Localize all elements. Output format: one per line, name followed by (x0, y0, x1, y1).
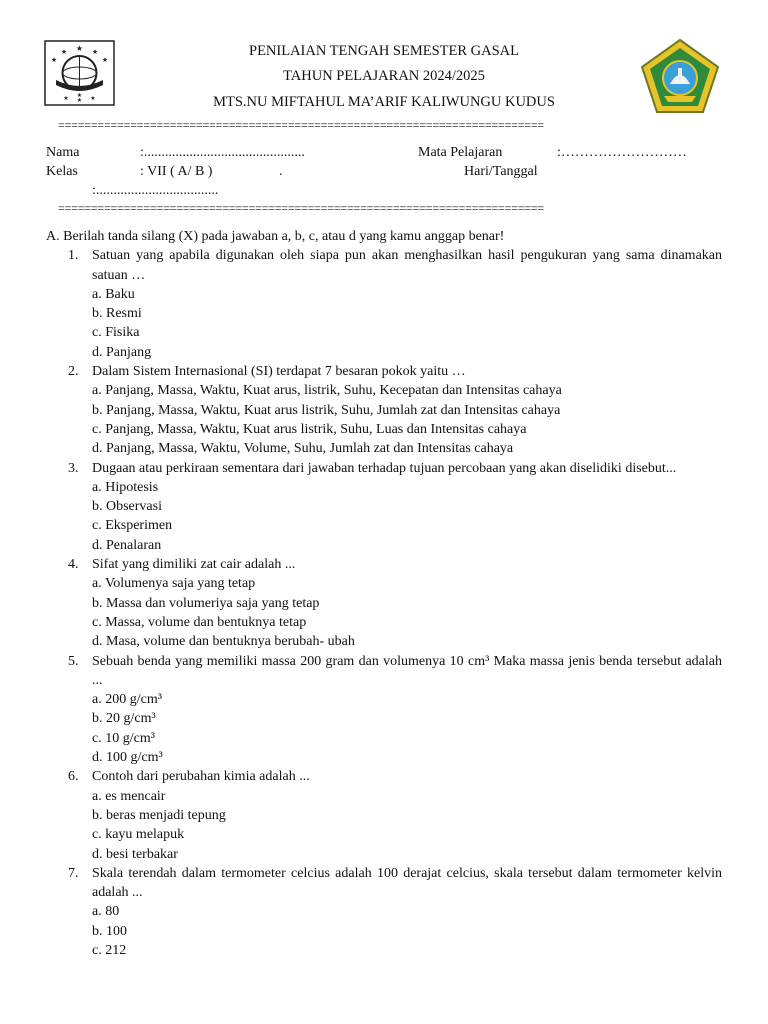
option-d[interactable]: d. 100 g/cm³ (92, 750, 163, 766)
option-a[interactable]: a. Hipotesis (92, 479, 159, 495)
question-1 (46, 246, 722, 362)
option-a[interactable]: a. 200 g/cm³ (92, 692, 162, 708)
option-b[interactable]: b. 100 (92, 923, 127, 939)
question-list (46, 246, 722, 960)
nama-label: Nama (46, 145, 80, 160)
option-d[interactable]: d. Panjang, Massa, Waktu, Volume, Suhu, Jumlah zat dan Intensitas cahaya (92, 441, 514, 457)
question-text: Dugaan atau perkiraan sementara dari jawaban terhadap tujuan percobaan yang akan diselidiki disebut... (92, 460, 677, 476)
question-text: Sifat yang dimiliki zat cair adalah ... (92, 557, 296, 573)
option-a[interactable]: a. Volumenya saja yang tetap (92, 576, 256, 592)
section-a (46, 227, 722, 960)
option-c[interactable]: c. 10 g/cm³ (92, 730, 155, 746)
option-a[interactable]: a. Baku (92, 286, 135, 302)
svg-text:★: ★ (50, 56, 58, 64)
svg-text:★: ★ (76, 93, 83, 99)
mapel-field[interactable]: :……………………… (557, 145, 687, 160)
svg-text:★: ★ (90, 96, 96, 102)
svg-text:★: ★ (60, 48, 68, 56)
option-b[interactable]: b. Panjang, Massa, Waktu, Kuat arus listrik, Suhu, Jumlah zat dan Intensitas cahaya (92, 402, 561, 418)
exam-title: PENILAIAN TENGAH SEMESTER GASAL (249, 43, 519, 59)
nama-field[interactable]: :.............................................. (140, 145, 305, 160)
question-2 (46, 362, 722, 458)
question-text: Dalam Sistem Internasional (SI) terdapat 7 besaran pokok yaitu … (92, 364, 466, 380)
option-d[interactable]: d. Penalaran (92, 537, 162, 553)
question-3 (46, 459, 722, 555)
hari-field[interactable]: :................................... (92, 183, 219, 198)
option-d[interactable]: d. Masa, volume dan bentuknya berubah- ubah (92, 634, 355, 650)
option-c[interactable]: c. Eksperimen (92, 518, 173, 534)
option-b[interactable]: b. Resmi (92, 306, 142, 322)
option-c[interactable]: c. Massa, volume dan bentuknya tetap (92, 614, 307, 630)
academic-year: TAHUN PELAJARAN 2024/2025 (283, 68, 485, 84)
top-divider: ========================================================================== (58, 118, 545, 132)
kelas-field: : VII ( A/ B ) (140, 164, 213, 179)
madrasah-emblem-icon (640, 38, 720, 114)
question-7 (46, 864, 722, 960)
option-c[interactable]: c. kayu melapuk (92, 827, 185, 843)
svg-text:★: ★ (75, 44, 84, 53)
mapel-label: Mata Pelajaran (418, 145, 503, 160)
svg-text:★: ★ (101, 56, 109, 64)
option-c[interactable]: c. Fisika (92, 325, 140, 341)
svg-text:★: ★ (91, 48, 99, 56)
question-text: Satuan yang apabila digunakan oleh siapa pun akan menghasilkan hasil pengukuran yang sama dinamakan satuan … (92, 248, 722, 283)
option-a[interactable]: a. 80 (92, 904, 120, 920)
question-5 (46, 652, 722, 768)
question-number: 5. (68, 653, 79, 669)
hari-label: Hari/Tanggal (464, 164, 538, 179)
option-a[interactable]: a. es mencair (92, 788, 166, 804)
question-number: 3. (68, 460, 79, 476)
option-d[interactable]: d. Panjang (92, 344, 152, 360)
question-number: 2. (68, 364, 79, 380)
svg-text:★: ★ (76, 98, 83, 104)
option-b[interactable]: b. 20 g/cm³ (92, 711, 156, 727)
kelas-dot: . (279, 164, 283, 179)
kelas-label: Kelas (46, 164, 78, 179)
school-name: MTS.NU MIFTAHUL MA’ARIF KALIWUNGU KUDUS (213, 94, 555, 110)
question-number: 4. (68, 557, 79, 573)
question-number: 1. (68, 248, 79, 264)
question-number: 7. (68, 865, 79, 881)
option-b[interactable]: b. Massa dan volumeriya saja yang tetap (92, 595, 320, 611)
question-text: Contoh dari perubahan kimia adalah ... (92, 769, 310, 785)
option-c[interactable]: c. 212 (92, 942, 127, 958)
question-4 (46, 555, 722, 651)
option-d[interactable]: d. besi terbakar (92, 846, 178, 862)
option-c[interactable]: c. Panjang, Massa, Waktu, Kuat arus listrik, Suhu, Luas dan Intensitas cahaya (92, 421, 527, 437)
svg-text:★: ★ (63, 96, 69, 102)
bottom-divider: ========================================================================== (58, 201, 545, 215)
question-number: 6. (68, 769, 79, 785)
nu-logo-icon (44, 40, 115, 106)
option-b[interactable]: b. beras menjadi tepung (92, 807, 226, 823)
question-text: Skala terendah dalam termometer celcius adalah 100 derajat celcius, skala tersebut dalam termometer kelvin adalah ... (92, 865, 722, 901)
question-text: Sebuah benda yang memiliki massa 200 gram dan volumenya 10 cm³ Maka massa jenis benda tersebut adalah ... (92, 653, 722, 688)
section-a-instruction: A. Berilah tanda silang (X) pada jawaban a, b, c, atau d yang kamu anggap benar! (46, 229, 505, 244)
option-a[interactable]: a. Panjang, Massa, Waktu, Kuat arus, listrik, Suhu, Kecepatan dan Intensitas cahaya (92, 383, 562, 399)
question-6 (46, 767, 722, 863)
option-b[interactable]: b. Observasi (92, 499, 162, 515)
